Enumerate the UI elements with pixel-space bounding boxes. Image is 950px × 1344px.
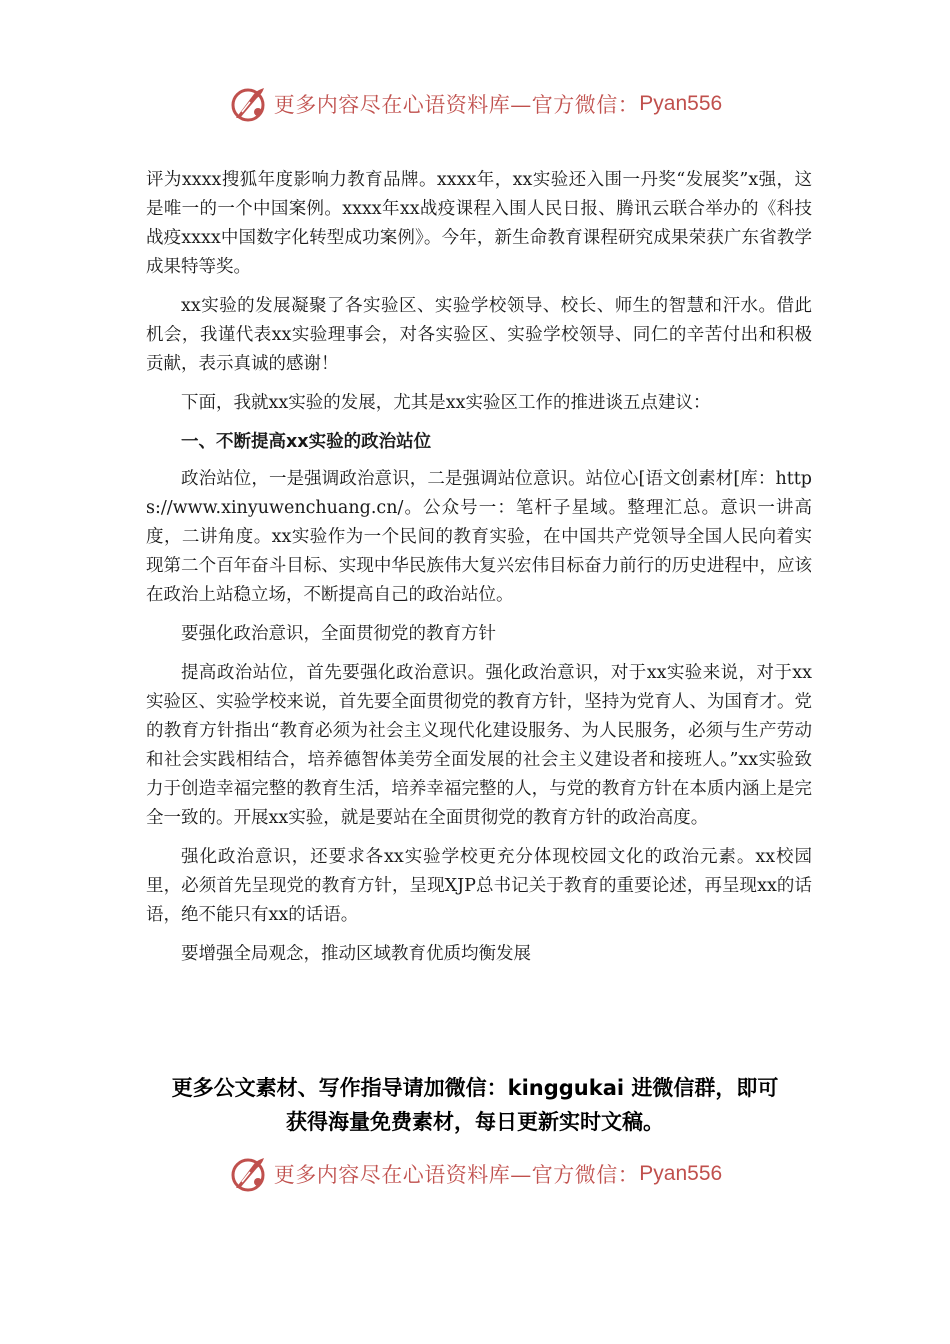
subheading: 要强化政治意识，全面贯彻党的教育方针 — [181, 624, 496, 644]
subheading: 要增强全局观念，推动区域教育优质均衡发展 — [181, 944, 531, 964]
paragraph: 下面，我就xx实验的发展，尤其是xx实验区工作的推进谈五点建议： — [181, 393, 711, 413]
paragraph: 强化政治意识，还要求各xx实验学校更充分体现校园文化的政治元素。xx校园里，必须首先呈现党的教育方针，呈现XJP总书记关于教育的重要论述，再呈现xx的话语，绝不能只有xx的话语。 — [146, 847, 812, 925]
banner-brand-text: 更多内容尽在心语资料库—官方微信： — [273, 1163, 640, 1187]
quill-pen-icon — [228, 1154, 268, 1194]
promo-line: 获得海量免费素材，每日更新实时文稿。 — [286, 1110, 664, 1134]
footer-banner — [0, 1152, 950, 1196]
quill-pen-icon — [228, 84, 268, 124]
promo-line: 更多公文素材、写作指导请加微信：kinggukai 进微信群，即可 — [171, 1076, 779, 1100]
document-body — [146, 166, 812, 979]
banner-wechat-handle: Pyan556 — [639, 92, 723, 115]
promo-notice — [120, 1071, 830, 1139]
banner-wechat-handle: Pyan556 — [639, 1162, 723, 1185]
paragraph: 提高政治站位，首先要强化政治意识。强化政治意识，对于xx实验来说，对于xx实验区、实验学校来说，首先要全面贯彻党的教育方针，坚持为党育人、为国育才。党的教育方针指出“教育必须为社会主义现代化建设服务、为人民服务，必须与生产劳动和社会实践相结合，培养德智体美劳全面发展的社会主义建设者和接班人。”xx实验致力于创造幸福完整的教育生活，培养幸福完整的人，与党的教育方针在本质内涵上是完全一致的。开展xx实验，就是要站在全面贯彻党的教育方针的政治高度。 — [146, 663, 812, 828]
banner-brand-text: 更多内容尽在心语资料库—官方微信： — [273, 93, 640, 117]
paragraph: xx实验的发展凝聚了各实验区、实验学校领导、校长、师生的智慧和汗水。借此机会，我谨代表xx实验理事会，对各实验区、实验学校领导、同仁的辛苦付出和积极贡献，表示真诚的感谢！ — [146, 296, 812, 374]
section-heading: 一、不断提高xx实验的政治站位 — [181, 432, 432, 452]
paragraph: 政治站位，一是强调政治意识，二是强调站位意识。站位心[语文创素材[库：https://www.xinyuwenchuang.cn/。公众号一：笔杆子星域。整理汇总。意识一讲高度，二讲角度。xx实验作为一个民间的教育实验，在中国共产党领导全国人民向着实现第二个百年奋斗目标、实现中华民族伟大复兴宏伟目标奋力前行的历史进程中，应该在政治上站稳立场，不断提高自己的政治站位。 — [146, 469, 812, 605]
paragraph: 评为xxxx搜狐年度影响力教育品牌。xxxx年，xx实验还入围一丹奖“发展奖”x强，这是唯一的一个中国案例。xxxx年xx战疫课程入围人民日报、腾讯云联合举办的《科技战疫xxxx中国数字化转型成功案例》。今年，新生命教育课程研究成果荣获广东省教学成果特等奖。 — [146, 170, 812, 277]
header-banner — [0, 82, 950, 126]
